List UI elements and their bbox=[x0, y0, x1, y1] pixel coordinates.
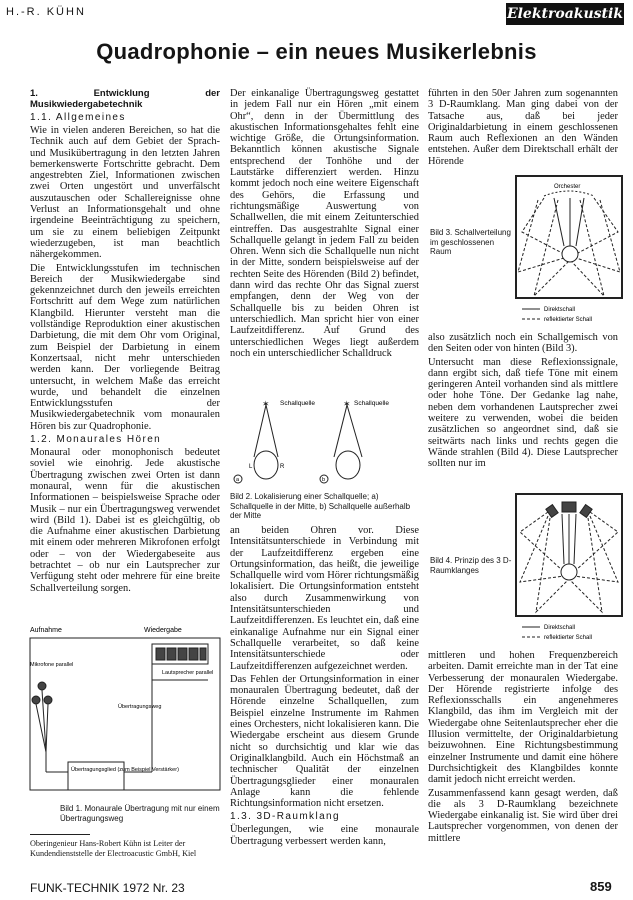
column-2-top bbox=[230, 88, 419, 361]
fig1-label-mikrofone: Mikrofone parallel bbox=[30, 662, 74, 668]
author-name: H.-R. KÜHN bbox=[6, 6, 86, 18]
figure-2-caption: Bild 2. Lokalisierung einer Schallquelle; a) Schallquelle in der Mitte, b) Schallquelle außerhalb der Mitte bbox=[230, 492, 411, 520]
paragraph-9: also zusätzlich noch ein Schallgemisch von den Seiten oder von hinten (Bild 3). bbox=[428, 332, 618, 355]
paragraph-11: mittleren und hohen Frequenzbereich arbeiten. Damit erreichte man in der Tat eine Verbesserung der monauralen Wiedergabe. Der Hörende registrierte infolge des Reflexionsschalls ein angenehmeres Klangbild, das ihm im Vergleich mit der Wiedergabe ohne Seitenlautsprecher eher die Illusion vermittelte, der Originaldarbietung beizuwohnen. Eine Richtungsbestimmung einzelner Instrumente und damit eine höhere Durchsichtigkeit des Klangbildes konnte damit jedoch nicht erreicht werden. bbox=[428, 650, 618, 786]
paragraph-6: Das Fehlen der Ortungsinformation in einer monauralen Übertragung bedeutet, daß der Hörende einzelne Schallquellen, zum Beispiel einzelne Instrumente im Rahmen eines Orchesters, nicht lokalisieren kann. Die Wiedergabe erscheint aus diesem Grunde nicht so durchsichtig und klar wie das Originalklangbild. Auch ein Höchstmaß an technischer Qualität der einzelnen Übertragungsglieder einer monauralen Anlage kann die fehlende Richtungsinformation nicht ersetzen. bbox=[230, 673, 419, 810]
paragraph-4: Der einkanalige Übertragungsweg gestattet in jedem Fall nur ein Hören „mit einem Ohr“, denn in der Übermittlung des akustischen Informationsgehaltes fehlt eine wichtige Größe, die Ortungsinformation. Bekanntlich können akustische Signale entsprechend der Tonhöhe und der Lautstärke differenziert werden. Hinzu kommt jedoch noch eine weitere Eigenschaft des Gehörs, die Erfassung und richtungsmäßige Auswertung von Schallwellen, die mit einem Zeitunterschied eintreffen. Das ausgestrahlte Signal einer Schallquelle gelangt in jedem Fall zu beiden Ohren. Wenn sich die Schallquelle nun nicht in der Mitte, sondern beispielsweise auf der rechten Seite des Hörenden (Bild 2) befindet, dann wird das rechte Ohr das Signal zuerst empfangen, denn der Weg von der Schallquelle bis zu beiden Ohren ist unterschiedlich. Man spricht hier von einer Laufzeitdifferenz. Auf Grund des unterschiedlichen Weges liegt außerdem noch ein unterschiedlicher Schalldruck bbox=[230, 88, 419, 359]
fig2-label-source-1: Schallquelle bbox=[280, 400, 316, 407]
heading-1-3: 1.3. 3D-Raumklang bbox=[230, 811, 340, 823]
fig4-rays bbox=[520, 512, 618, 612]
column-3-top bbox=[428, 88, 618, 169]
figure-3-diagram bbox=[514, 172, 626, 334]
fig4-listener-head bbox=[561, 564, 577, 580]
fig3-legend-reflected: reflektierter Schall bbox=[544, 317, 593, 323]
author-footnote: Oberingenieur Hans-Robert Kühn ist Leiter der Kundendienststelle der Electroacustic GmbH, Kiel bbox=[30, 839, 197, 858]
figure-1-caption: Bild 1. Monaurale Übertragung mit nur einem Übertragungsweg bbox=[60, 804, 220, 823]
article-title: Quadrophonie – ein neues Musikerlebnis bbox=[96, 39, 537, 64]
fig1-label-weg: Übertragungsweg bbox=[118, 704, 162, 710]
footnote-rule bbox=[30, 834, 90, 835]
fig3-label-orchester: Orchester bbox=[554, 184, 581, 190]
fig1-label-lautsprecher: Lautsprecher parallel bbox=[162, 670, 214, 676]
fig2-label-l: L bbox=[249, 464, 253, 470]
fig3-listener-head bbox=[562, 246, 578, 262]
paragraph-1: Wie in vielen anderen Bereichen, so hat die Technik auch auf dem Gebiet der Sprach- und Musikübertragung in den letzten Jahren bemerkenswerte Fortschritte gebracht. Dem angestrebten Ziel, Informationen zwischen zwei Orten ungestört und unverfälscht auszutauschen oder Schallereignisse ohne Verlust an Informationsgehalt und ohne irgendeine Beeinträchtigung zu speichern, um sie zu einem beliebigen Zeitpunkt wiederzugeben, ist man beachtlich nähergekommen. bbox=[30, 125, 220, 261]
paragraph-5: an beiden Ohren vor. Diese Intensitätsunterschiede in Verbindung mit der Laufzeitdifferenz ergeben eine Ortungsinformation, das heißt, die jeweilige Schallquelle wird vom Hörer richtungsmäßig lokalisiert. Die Ortungsinformation entsteht also durch Zusammenwirkung von Intensitätsunterschieden und Laufzeitdifferenzen. Es leuchtet ein, daß eine einkanalige Aufnahme nur ein Signal einer Schallquelle verarbeitet, so daß keine Intensitätsunterschiede oder Laufzeitdifferenzen aufgezeichnet werden. bbox=[230, 525, 419, 672]
svg-text:✶: ✶ bbox=[343, 399, 351, 409]
figure-1-diagram bbox=[28, 622, 228, 802]
paragraph-8: führten in den 50er Jahren zum sogenannten 3 D-Raumklang. Man ging dabei von der Tatsache aus, daß bei jeder Originaldarbietung in einem geschlossenen Raum auch Reflexionen an den Wänden entstehen. Außer dem Direktschall erhält der Hörende bbox=[428, 88, 618, 167]
fig1-label-glied: Übertragungsglied (zum Beispiel Verstärker) bbox=[71, 767, 179, 773]
paragraph-2: Die Entwicklungsstufen im technischen Bereich der Musikwiedergabe sind gekennzeichnet durch den jeweils erreichten Fortschritt auf dem Wege zum natürlichen Klangbild. Hierunter versteht man die vollständige Reproduktion einer akustischen Darbietung, die mit dem Ohr vom Original, zum Beispiel der Darbietung in einem Konzertsaal, nicht mehr unterschieden werden kann. Der vorliegende Beitrag untersucht, in welchem Maße das erreicht wurde, und behandelt die einzelnen Entwicklungsstufen der Musikwiedergabetechnik vom monauralen Hören bis zur Quadrophonie. bbox=[30, 262, 220, 432]
fig4-legend-reflected: reflektierter Schall bbox=[544, 635, 593, 641]
journal-footer: FUNK-TECHNIK 1972 Nr. 23 bbox=[30, 881, 185, 895]
fig4-legend-direct: Direktschall bbox=[544, 625, 576, 631]
fig2-label-r: R bbox=[280, 464, 285, 470]
heading-section-1: 1. Entwicklung der Musikwiedergabetechnik bbox=[30, 88, 220, 110]
paragraph-10: Untersucht man diese Reflexionssignale, dann ergibt sich, daß tiefe Töne mit einem geringeren Anteil vorhanden sind als mittlere oder hohe Töne. Der Gedanke lag nahe, neben dem vorhandenen Lautsprecher zwei weitere zu verwenden, wobei die beiden zusätzlichen so angeordnet sind, daß sie seitwärts nach links und rechts gegen die Wände strahlen (Bild 4). Diese Lautsprecher sollten nur im bbox=[428, 356, 618, 470]
figure-2-diagram bbox=[232, 395, 418, 487]
figure-4-caption: Bild 4. Prinzip des 3 D-Raumklanges bbox=[430, 556, 512, 575]
page-number: 859 bbox=[590, 879, 612, 894]
fig1-microphones bbox=[32, 682, 120, 772]
column-2-bottom bbox=[230, 525, 419, 849]
column-1 bbox=[30, 88, 220, 596]
column-3-middle bbox=[428, 332, 618, 472]
figure-3-caption: Bild 3. Schallverteilung im geschlossenen Raum bbox=[430, 228, 511, 256]
fig2-label-a: a bbox=[236, 477, 240, 483]
heading-1-2: 1.2. Monaurales Hören bbox=[30, 434, 162, 446]
heading-1-1: 1.1. Allgemeines bbox=[30, 112, 126, 123]
paragraph-7: Überlegungen, wie eine monaurale Übertragung verbessert werden kann, bbox=[230, 824, 419, 847]
paragraph-3: Monaural oder monophonisch bedeutet soviel wie einohrig. Jede akustische Übertragung zwischen zwei Orten ist dann monaural, wenn für die akustischen Informationen – beispielsweise Sprache oder Musik – nur ein Übertragungsweg verwendet wird (Bild 1). Dabei ist es gleichgültig, ob die Aufnahme einer akustischen Darbietung mit einem oder mehreren Mikrofonen erfolgt oder – von der Wiedergabeseite aus betrachtet – ob nur ein Lautsprecher zur Verfügung steht oder mehrere für eine breite Schallverteilung sorgen. bbox=[30, 447, 220, 594]
fig3-orchestra-arc bbox=[544, 191, 594, 196]
figure-4-diagram bbox=[514, 490, 626, 648]
fig1-label-wiedergabe: Wiedergabe bbox=[144, 627, 182, 634]
fig2-sketch-b bbox=[334, 399, 362, 479]
fig3-legend-direct: Direktschall bbox=[544, 307, 576, 313]
fig2-label-b: b bbox=[322, 477, 326, 483]
fig2-sketch-a bbox=[254, 399, 278, 479]
paragraph-12: Zusammenfassend kann gesagt werden, daß die als 3 D-Raumklang bezeichnete Wiedergabe einkanalig ist. Sie wird über drei Lautsprecher vorgenommen, von denen der mittlere bbox=[428, 787, 618, 844]
section-tag: Elektroakustik bbox=[506, 3, 624, 25]
fig1-label-aufnahme: Aufnahme bbox=[30, 627, 62, 634]
fig2-label-source-2: Schallquelle bbox=[354, 400, 390, 407]
column-3-bottom bbox=[428, 650, 618, 846]
svg-text:✶: ✶ bbox=[262, 399, 270, 409]
